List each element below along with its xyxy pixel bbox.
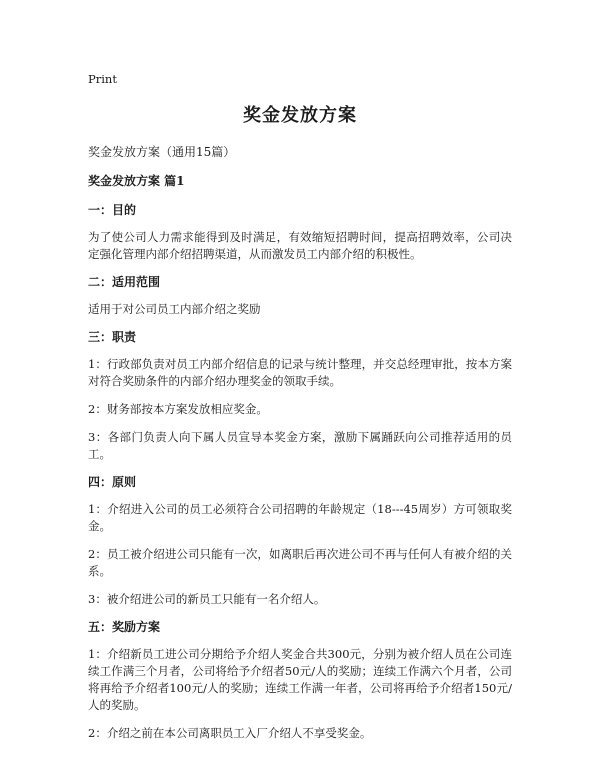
section-paragraph: 为了使公司人力需求能得到及时满足，有效缩短招聘时间，提高招聘效率，公司决定强化管理内部介绍招聘渠道，从而激发员工内部介绍的积极性。	[88, 230, 512, 261]
section-scope	[88, 274, 512, 318]
section-purpose	[88, 202, 512, 263]
section-principles	[88, 474, 512, 608]
section-heading: 二：适用范围	[88, 275, 161, 289]
section-paragraph: 2：财务部按本方案发放相应奖金。	[88, 402, 268, 416]
section-paragraph: 1：介绍进入公司的员工必须符合公司招聘的年龄规定（18---45周岁）方可领取奖金。	[88, 502, 512, 533]
document-title: 奖金发放方案	[243, 105, 357, 126]
section-paragraph: 1：行政部负责对员工内部介绍信息的记录与统计整理，并交总经理审批，按本方案对符合奖励条件的内部介绍办理奖金的领取手续。	[88, 357, 512, 388]
section-heading: 四：原则	[88, 475, 137, 489]
part-title: 奖金发放方案 篇1	[88, 174, 185, 188]
document-subtitle: 奖金发放方案（通用15篇）	[88, 145, 236, 159]
section-paragraph: 2：介绍之前在本公司离职员工入厂介绍人不享受奖金。	[88, 726, 372, 740]
print-label: Print	[88, 72, 117, 86]
section-heading: 五：奖励方案	[88, 620, 161, 634]
section-heading: 三：职责	[88, 330, 137, 344]
section-reward-plan	[88, 619, 512, 742]
section-responsibilities	[88, 329, 512, 463]
section-paragraph: 3：各部门负责人向下属人员宣导本奖金方案，激励下属踊跃向公司推荐适用的员工。	[88, 430, 512, 461]
section-paragraph: 3：被介绍进公司的新员工只能有一名介绍人。	[88, 592, 326, 606]
section-paragraph: 2：员工被介绍进公司只能有一次，如离职后再次进公司不再与任何人有被介绍的关系。	[88, 547, 512, 578]
section-paragraph: 适用于对公司员工内部介绍之奖励	[88, 302, 261, 316]
section-paragraph: 1：介绍新员工进公司分期给予介绍人奖金合共300元，分别为被介绍人员在公司连续工作满三个月者，公司将给予介绍者50元/人的奖励；连续工作满六个月者，公司将再给予介绍者100元/人的奖励；连续工作满一年者，公司将再给予介绍者150元/人的奖励。	[88, 647, 512, 712]
section-heading: 一：目的	[88, 203, 137, 217]
